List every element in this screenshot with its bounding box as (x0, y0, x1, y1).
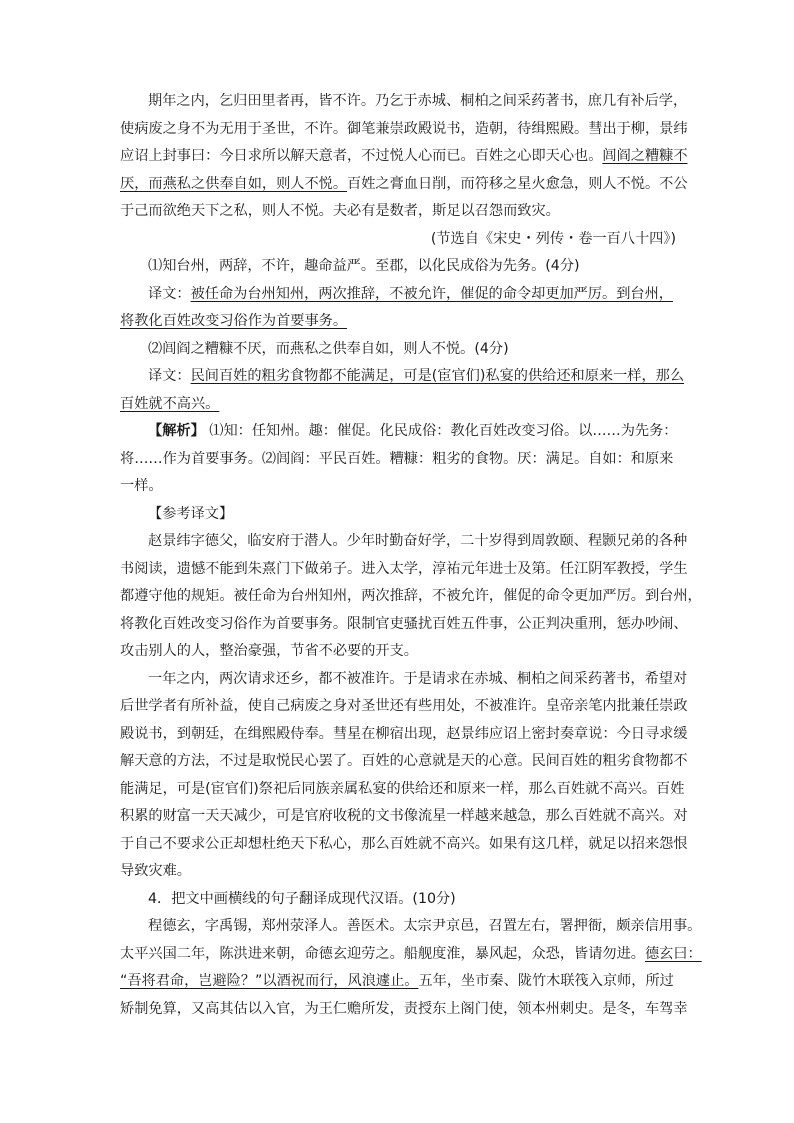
question-2-answer-cont: 百姓就不高兴。 (120, 395, 220, 412)
passage-line: 于己而欲绝天下之私，则人不悦。夫必有是数者，斯足以召怨而致灾。 (120, 203, 560, 219)
underlined-sentence: 德玄曰： (644, 945, 702, 962)
translation-line: 积累的财富一天天减少，可是官府收税的文书像流星一样越来越急，那么百姓就不高兴。对 (120, 808, 688, 824)
translation-line: 殿说书，到朝廷，在缉熙殿侍奉。彗星在柳宿出现，赵景纬应诏上密封奏章说：今日寻求缓 (120, 725, 688, 742)
translation-line: 于自己不要求公正却想杜绝天下私心，那么百姓就不高兴。如果有这几样，就足以招来怨恨 (120, 835, 688, 852)
underlined-sentence: 闾阎之糟糠不 (602, 148, 688, 164)
translation-line: 导致灾难。 (120, 863, 191, 879)
q4-passage-line: 矫制免算，又高其估以入官，为王仁赡所发，责授东上阁门使，领本州刺史。是冬，车驾幸 (120, 1000, 688, 1017)
passage-line: 使病废之身不为无用于圣世，不许。御笔兼崇政殿说书，造朝，待缉熙殿。彗出于柳，景纬 (120, 120, 688, 137)
question-4-title: 4．把文中画横线的句子翻译成现代汉语。(10分) (148, 890, 456, 907)
translation-line: 将教化百姓改变习俗作为首要事务。限制官吏骚扰百姓五件事，公正判决重刑，惩办吵闹、 (120, 615, 688, 632)
translation-line: 后世学者有所补益，使自己病废之身对圣世还有些用处，不被准许。皇帝亲笔内批兼任崇政 (120, 698, 688, 714)
underlined-sentence: “吾将君命，岂避险？”以酒祝而行，风浪遽止。 (120, 973, 419, 989)
analysis-line: 【解析】 ⑴知：任知州。趣：催促。化民成俗：教化百姓改变习俗。以……为先务： (148, 423, 678, 439)
analysis-line: 将……作为首要事务。⑵闾阎：平民百姓。糟糠：粗劣的食物。厌：满足。自如：和原来 (120, 450, 674, 467)
question-1-answer: 译文：被任命为台州知州，两次推辞，不被允许，催促的命令却更加严厉。到台州， (148, 285, 673, 302)
q4-passage-line: 太平兴国二年，陈洪进来朝，命德玄迎劳之。船舰度淮，暴风起，众恐，皆请勿进。德玄曰： (120, 945, 702, 962)
translation-line: 书阅读，遗憾不能到朱熹门下做弟子。进入太学，淳祐元年进士及第。任江阴军教授，学生 (120, 560, 688, 577)
translation-line: 解天意的方法，不过是取悦民心罢了。百姓的心意就是天的心意。民间百姓的粗劣食物都不 (120, 753, 688, 769)
q4-passage-line: 程德玄，字禹锡，郑州荥泽人。善医术。太宗尹京邑，召置左右，署押衙，颇亲信用事。 (148, 918, 702, 934)
translation-line: 能满足，可是(宦官们)祭祀后同族亲属私宴的供给还和原来一样，那么百姓就不高兴。百姓 (120, 780, 685, 797)
question-1-answer-cont: 将教化百姓改变习俗作为首要事务。 (120, 313, 348, 329)
document-page (120, 88, 702, 1023)
translation-label: 【参考译文】 (148, 505, 234, 522)
question-2: ⑵闾阎之糟糠不厌，而燕私之供奉自如，则人不悦。(4分) (148, 340, 509, 357)
underlined-sentence: 厌，而燕私之供奉自如，则人不悦。 (120, 175, 348, 192)
translation-line: 一年之内，两次请求还乡，都不被准许。于是请求在赤城、桐柏之间采药著书，希望对 (148, 670, 688, 687)
question-2-answer: 译文：民间百姓的粗劣食物都不能满足，可是(宦官们)私宴的供给还和原来一样，那么 (148, 368, 685, 384)
passage-line: 期年之内，乞归田里者再，皆不许。乃乞于赤城、桐柏之间采药著书，庶几有补后学， (148, 93, 688, 109)
question-1: ⑴知台州，两辞，不许，趣命益严。至郡，以化民成俗为先务。(4分) (148, 258, 580, 274)
q4-passage-line: “吾将君命，岂避险？”以酒祝而行，风浪遽止。五年，坐市秦、陇竹木联筏入京师，所过 (120, 973, 674, 989)
translation-line: 攻击别人的人，整治豪强，节省不必要的开支。 (120, 643, 418, 659)
passage-line: 应诏上封事曰：今日求所以解天意者，不过悦人心而已。百姓之心即天心也。闾阎之糟糠不 (120, 148, 688, 164)
translation-line: 都遵守他的规矩。被任命为台州知州，两次推辞，不被允许，催促的命令更加严厉。到台州， (120, 588, 702, 604)
translation-line: 赵景纬字德父，临安府于潜人。少年时勤奋好学，二十岁得到周敦颐、程颢兄弟的各种 (148, 533, 688, 549)
analysis-label: 【解析】 (148, 423, 205, 439)
passage-source: (节选自《宋史・列传・卷一百八十四》) (430, 230, 676, 247)
analysis-line: 一样。 (120, 478, 163, 494)
passage-line: 厌，而燕私之供奉自如，则人不悦。百姓之膏血日削，而符移之星火愈急，则人不悦。不公 (120, 175, 688, 192)
